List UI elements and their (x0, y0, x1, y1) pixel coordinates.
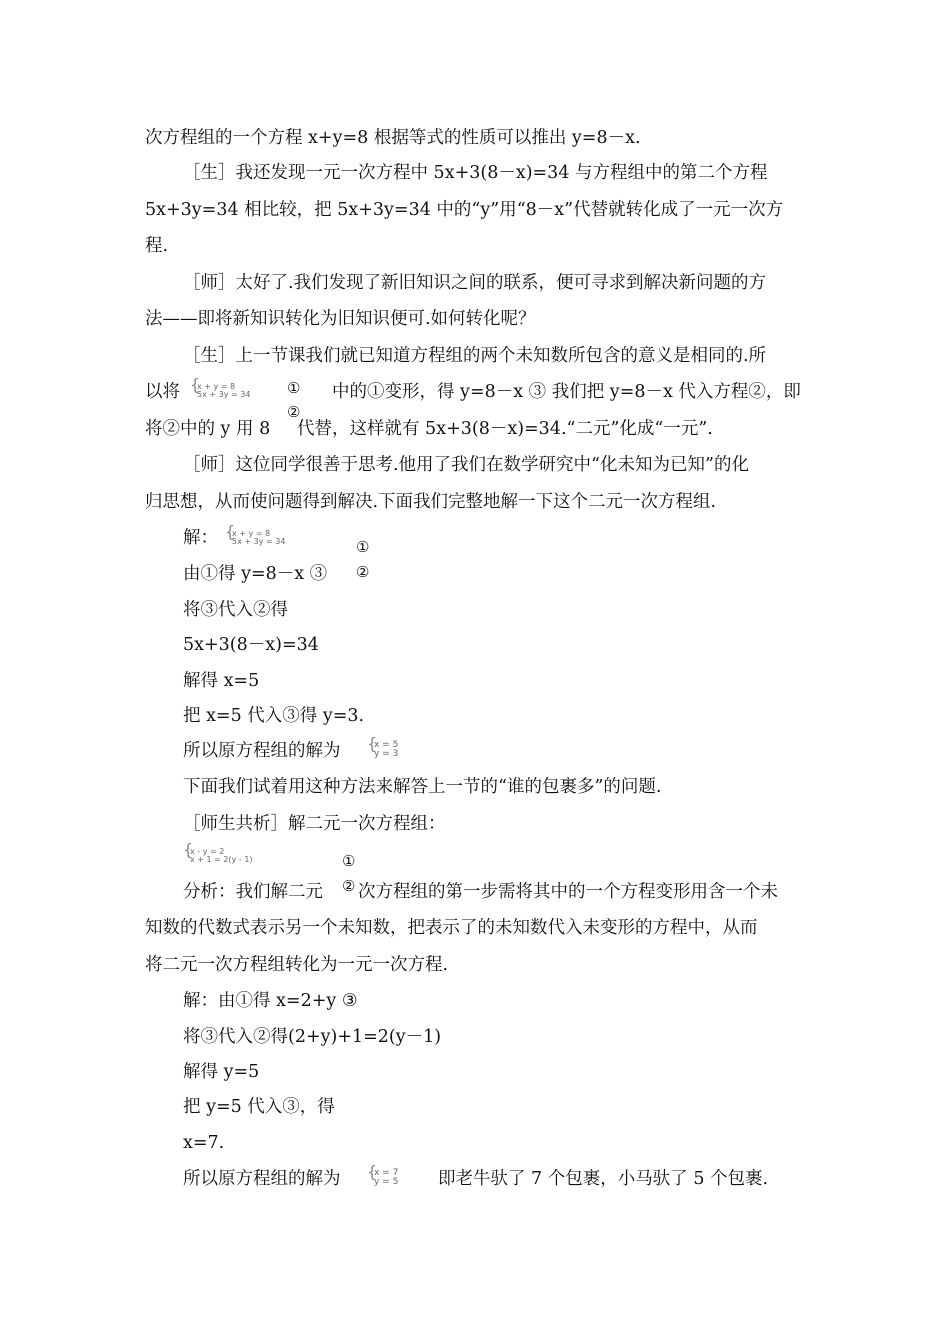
text-line: 所以原方程组的解为 (183, 741, 341, 761)
text-line: 解得 y=5 (183, 1062, 260, 1082)
equation-number: ② (342, 877, 356, 895)
text-line: 所以原方程组的解为 (183, 1169, 341, 1189)
text-line: 把 x=5 代入③得 y=3. (183, 706, 365, 726)
text-line: 将③代入②得(2+y)+1=2(y－1) (183, 1027, 442, 1047)
text-line: 把 y=5 代入③，得 (183, 1097, 335, 1117)
equation-number: ① (356, 538, 370, 556)
equation-number: ② (287, 403, 301, 421)
text-line: 程. (145, 236, 169, 256)
equation-system-image: { x - y = 2 x + 1 = 2(y - 1) (183, 840, 253, 864)
text-line: 即老牛驮了 7 个包裹，小马驮了 5 个包裹. (438, 1169, 769, 1189)
text-line: 将二元一次方程组转化为一元一次方程. (145, 955, 449, 975)
solution-image: { x = 7 y = 5 (367, 1162, 399, 1187)
text-line: 5x+3(8－x)=34 (183, 635, 319, 655)
brace-icon: { (190, 375, 201, 394)
text-line: 次方程组的一个方程 x+y=8 根据等式的性质可以推出 y=8－x. (145, 128, 641, 148)
text-line: 法——即将新知识转化为旧知识便可.如何转化呢？ (145, 309, 536, 329)
text-line: 解：由①得 x=2+y ③ (183, 991, 358, 1011)
text-line: 将②中的 y 用 8 (145, 419, 271, 439)
brace-icon: { (367, 1162, 378, 1181)
text-line: ［生］上一节课我们就已知道方程组的两个未知数所包含的意义是相同的.所 (183, 346, 767, 366)
text-line: 归思想，从而使问题得到解决.下面我们完整地解一下这个二元一次方程组. (145, 492, 717, 512)
brace-icon: { (367, 734, 378, 753)
equation-number: ② (356, 563, 370, 581)
equation-number: ① (342, 852, 356, 870)
equation-system-image: { x + y = 8 5x + 3y = 34 (225, 522, 286, 546)
text-line: x=7. (183, 1133, 225, 1153)
text-line: 代替，这样就有 5x+3(8－x)=34.“二元”化成“一元”. (297, 419, 713, 439)
brace-icon: { (183, 840, 194, 859)
text-line: 解得 x=5 (183, 671, 260, 691)
text-line: ［师］这位同学很善于思考.他用了我们在数学研究中“化未知为已知”的化 (183, 455, 749, 475)
text-line: ［师生共析］解二元一次方程组： (183, 814, 446, 834)
equation-system-image: { x + y = 8 5x + 3y = 34 (190, 375, 251, 399)
text-line: 由①得 y=8－x ③ (183, 564, 328, 584)
text-line: 以将 (145, 382, 180, 402)
text-line: 解： (183, 528, 218, 548)
solution-image: { x = 5 y = 3 (367, 734, 399, 759)
brace-icon: { (225, 522, 236, 541)
text-line: ［生］我还发现一元一次方程中 5x+3(8－x)=34 与方程组中的第二个方程 (183, 163, 768, 183)
text-line: ［师］太好了.我们发现了新旧知识之间的联系，便可寻求到解决新问题的方 (183, 273, 767, 293)
equation-number: ① (287, 379, 301, 397)
text-line: 知数的代数式表示另一个未知数，把表示了的未知数代入未变形的方程中，从而 (145, 918, 758, 938)
text-line: 分析：我们解二元 (183, 882, 323, 902)
text-line: 次方程组的第一步需将其中的一个方程变形用含一个未 (358, 882, 778, 902)
text-line: 下面我们试着用这种方法来解答上一节的“谁的包裹多”的问题. (183, 777, 662, 797)
text-line: 中的①变形，得 y=8－x ③ 我们把 y=8－x 代入方程②，即 (332, 382, 801, 402)
text-line: 5x+3y=34 相比较，把 5x+3y=34 中的“y”用“8－x”代替就转化成了一元一次方 (145, 200, 784, 220)
text-line: 将③代入②得 (183, 600, 288, 620)
